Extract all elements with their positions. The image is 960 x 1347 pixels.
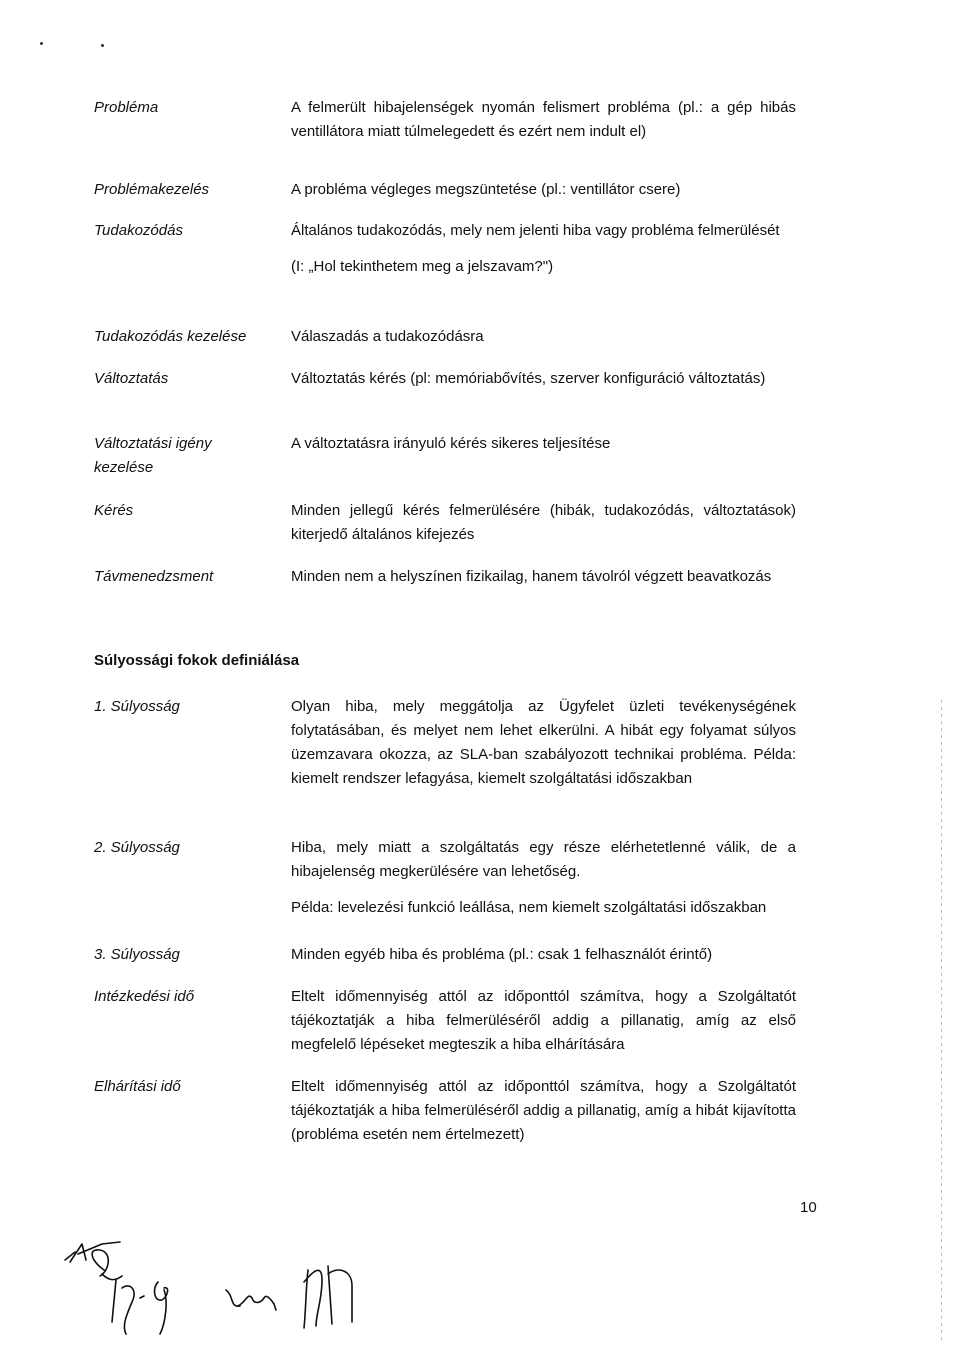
entry-definition — [291, 565, 796, 589]
entry-term: Probléma — [94, 99, 159, 116]
entry-term: Kérés — [94, 502, 134, 519]
definition-text: A felmerült hibajelenségek nyomán felismert probléma (pl.: a gép hibás ventillátora miatt túlmelegedett és ezért nem indult el) — [291, 99, 796, 140]
entry-term: Tudakozódás kezelése — [94, 328, 247, 345]
definition-text: Olyan hiba, mely meggátolja az Ügyfelet üzleti tevékenységének folytatásában, és melyet nem lehet elkerülni. A hibát egy folyamat súlyos üzemzavara okozza, az SLA-ban szabályozott technikai probléma. Példa: kiemelt rendszer lefagyása, kiemelt szolgáltatási időszakban — [291, 698, 796, 787]
entry-definition — [291, 432, 796, 456]
definition-text: A probléma végleges megszüntetése (pl.: ventillátor csere) — [291, 181, 681, 198]
severity-term: 1. Súlyosság — [94, 698, 180, 715]
definition-text: Minden egyéb hiba és probléma (pl.: csak 1 felhasználót érintő) — [291, 946, 713, 963]
definition-text: Általános tudakozódás, mely nem jelenti hiba vagy probléma felmerülését — [291, 222, 780, 239]
entry-definition — [291, 499, 796, 547]
severity-definition — [291, 1075, 796, 1147]
definition-text: Eltelt időmennyiség attól az időponttól számítva, hogy a Szolgáltatót tájékoztatják a hiba felmerüléséről addig a pillanatig, amíg az első megfelelő lépéseket megteszik a hiba elhárítására — [291, 988, 796, 1053]
entry-term: Tudakozódás — [94, 222, 183, 239]
definition-text: Változtatás kérés (pl: memóriabővítés, szerver konfiguráció változtatás) — [291, 370, 766, 387]
definition-example: Példa: levelezési funkció leállása, nem kiemelt szolgáltatási időszakban — [291, 899, 767, 916]
severity-term: Intézkedési idő — [94, 988, 195, 1005]
severity-definition — [291, 695, 796, 791]
severity-definition — [291, 985, 796, 1057]
definition-text: Minden nem a helyszínen fizikailag, hanem távolról végzett beavatkozás — [291, 568, 772, 585]
severity-term: 2. Súlyosság — [94, 839, 180, 856]
definition-text: Válaszadás a tudakozódásra — [291, 328, 484, 345]
severity-term: Elhárítási idő — [94, 1078, 181, 1095]
definition-text: Minden jellegű kérés felmerülésére (hibák, tudakozódás, változtatások) kiterjedő általános kifejezés — [291, 502, 796, 543]
entry-term: Változtatási igény kezelése — [94, 435, 212, 476]
entry-definition — [291, 178, 796, 202]
severity-definition — [291, 836, 796, 920]
entry-definition — [291, 325, 796, 349]
entry-definition — [291, 367, 796, 391]
entry-term: Változtatás — [94, 370, 169, 387]
entry-definition — [291, 96, 796, 144]
handwritten-signature — [60, 1230, 480, 1340]
severity-definition — [291, 943, 796, 967]
definition-example: (I: „Hol tekinthetem meg a jelszavam?") — [291, 258, 554, 275]
definition-text: Eltelt időmennyiség attól az időponttól számítva, hogy a Szolgáltatót tájékoztatják a hiba felmerüléséről addig a pillanatig, amíg a hibát kijavította (probléma esetén nem értelmezett) — [291, 1078, 796, 1143]
definition-text: A változtatásra irányuló kérés sikeres teljesítése — [291, 435, 611, 452]
scan-margin-line — [941, 700, 942, 1340]
definition-text: Hiba, mely miatt a szolgáltatás egy része elérhetetlenné válik, de a hibajelenség megkerülésére van lehetőség. — [291, 839, 796, 880]
severity-term: 3. Súlyosság — [94, 946, 180, 963]
entry-term: Problémakezelés — [94, 181, 210, 198]
page-number: 10 — [800, 1199, 817, 1216]
entry-term: Távmenedzsment — [94, 568, 214, 585]
scan-speck — [40, 42, 43, 45]
section-heading: Súlyossági fokok definiálása — [94, 652, 300, 669]
entry-definition — [291, 219, 796, 279]
scan-speck — [101, 44, 104, 47]
